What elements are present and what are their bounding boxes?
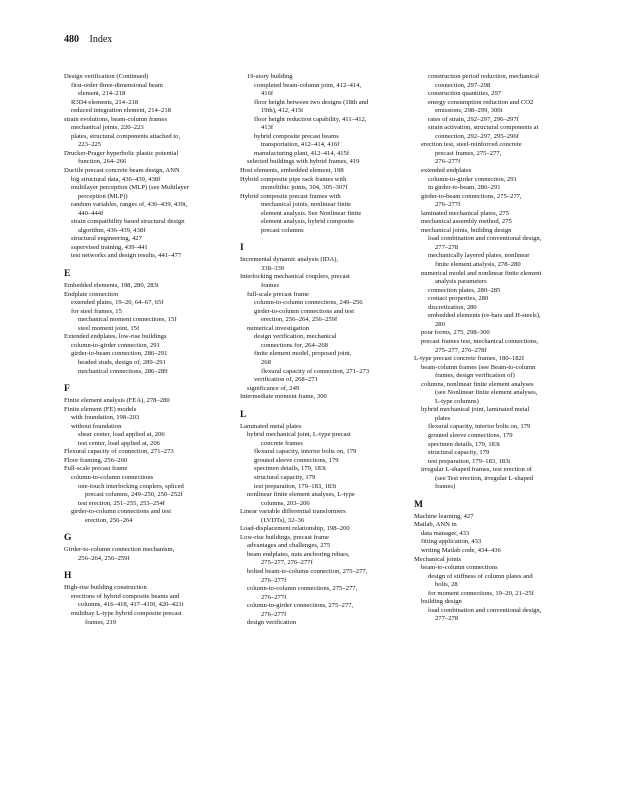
- index-entry: Ductile precast concrete beam design, ANN: [64, 167, 180, 175]
- index-entry: erection test, steel-reinforced concrete: [421, 141, 522, 149]
- index-entry: strain compatibility based structural design: [71, 218, 185, 226]
- page-title: Index: [89, 34, 113, 45]
- index-entry: Flexural capacity of connection, 271–273: [64, 448, 174, 456]
- index-entry: Hybrid composite pipe rack frames with: [240, 175, 347, 183]
- index-entry: column-to-column connections, 249–256: [254, 299, 363, 307]
- index-entry: nonlinear finite element analyses, L-type: [247, 491, 355, 499]
- index-entry: load combination and conventional design,: [428, 606, 542, 614]
- index-entry: extended plates, 19–20, 64–67, 65f: [71, 299, 164, 307]
- index-entry: data manager, 433: [421, 529, 470, 537]
- index-entry: High-rise building construction: [64, 584, 147, 592]
- index-entry: Endplate connection: [64, 290, 119, 298]
- index-entry: beam endplates, nuts anchoring rebars,: [247, 550, 350, 558]
- index-entry: 280: [435, 320, 445, 328]
- index-entry: precast columns, 249–250, 250–252f: [85, 491, 183, 499]
- page-header: [64, 34, 112, 45]
- index-entry: big structural data, 436–439, 438f: [71, 175, 161, 183]
- index-entry: mechanically layered plates, nonlinear: [428, 252, 530, 260]
- index-entry: floor height between two designs (18th and: [254, 98, 369, 106]
- index-entry: 277–278: [435, 615, 459, 623]
- index-entry: erections of hybrid composite beams and: [71, 592, 180, 600]
- index-entry: without foundation: [71, 422, 122, 430]
- index-entry: Load-displacement relationship, 198–200: [240, 525, 350, 533]
- index-entry: specimen details, 179, 183t: [254, 465, 326, 473]
- index-entry: completed beam-column joint, 412–414,: [254, 81, 362, 89]
- index-entry: grouted sleeve connections, 179: [428, 431, 513, 439]
- index-entry: test erection, 251–255, 253–254f: [78, 499, 165, 507]
- index-entry: embedded elements (re-bars and H-steels),: [428, 312, 541, 320]
- index-entry: numerical model and nonlinear finite element: [421, 269, 542, 277]
- index-entry: steel moment joint, 15f: [78, 324, 140, 332]
- index-entry: Finite element analysis (FEA), 278–280: [64, 397, 170, 405]
- section-letter: L: [240, 409, 247, 420]
- section-letter: F: [64, 384, 70, 395]
- index-entry: emissions, 298–299, 300t: [435, 107, 503, 115]
- index-entry: fitting application, 433: [421, 538, 482, 546]
- index-entry: column-to-column connections, 275–277,: [247, 585, 358, 593]
- index-entry: design verification, mechanical: [254, 333, 337, 341]
- index-entry: construction period reduction, mechanical: [428, 73, 539, 80]
- index-entry: beam-column frames (see Beam-to-column: [421, 363, 536, 371]
- index-entry: headed studs, design of, 289–291: [78, 358, 166, 366]
- index-entry: frames): [435, 483, 456, 491]
- index-entry: connection plates, 280–285: [428, 286, 501, 294]
- index-entry: finite element analysis, 278–280: [435, 261, 521, 269]
- index-entry: frames, 219: [85, 618, 117, 626]
- index-entry: frames: [261, 282, 279, 290]
- index-entry: Host elements, embedded element, 198: [240, 167, 344, 175]
- index-entry: mechanical joints, nonlinear finite: [261, 201, 352, 209]
- index-entry: structural capacity, 179: [428, 449, 490, 457]
- index-entry: columns, 203–206: [261, 499, 310, 507]
- section-letter: H: [64, 571, 72, 582]
- index-entry: Incremental dynamic analysis (IDA),: [240, 256, 339, 264]
- index-entry: Hybrid composite precast frames with: [240, 192, 341, 200]
- index-entry: for steel frames, 15: [71, 307, 122, 315]
- index-entry: Finite element (FE) models: [64, 405, 137, 413]
- index-entry: precast frames test, mechanical connections,: [421, 337, 539, 345]
- index-entry: numerical investigation: [247, 324, 310, 332]
- index-entry: with foundation, 198–203: [71, 414, 140, 422]
- index-entry: girder-to-column connections and test: [254, 307, 355, 315]
- index-entry: for moment connections, 19–20, 21–25f: [428, 589, 534, 597]
- index-entry: algorithm, 436–439, 438f: [78, 226, 146, 234]
- index-entry: connections for, 264–268: [261, 341, 328, 349]
- index-entry: 19-story building: [247, 73, 293, 80]
- index-entry: (see Nonlinear finite element analyses,: [435, 389, 538, 397]
- index-entry: monolithic joints, 304, 305–307f: [261, 184, 348, 192]
- index-entry: mechanical assembly method, 275: [421, 218, 512, 226]
- index-entry: function, 264–266: [78, 158, 127, 166]
- index-entry: Intermediate moment frame, 300: [240, 393, 327, 401]
- index-entry: girder-to-beam connection, 286–291: [71, 350, 168, 358]
- index-entry: element, 214–218: [78, 90, 126, 98]
- index-entry: 275–277, 276–278f: [435, 346, 487, 354]
- index-entry: structural engineering, 427: [71, 235, 142, 243]
- index-entry: column-to-column connections: [71, 473, 154, 481]
- index-entry: 276–277f: [261, 576, 287, 584]
- index-entry: test preparation, 179–183, 183t: [428, 457, 511, 465]
- index-entry: column-to-girder connection, 291: [428, 175, 517, 183]
- index-entry: contact properties, 280: [428, 295, 489, 303]
- index-entry: bolts, 28: [435, 581, 458, 589]
- index-entry: structural capacity, 179: [254, 473, 316, 481]
- index-entry: element analysis. See Nonlinear finite: [261, 209, 362, 217]
- page-number: 480: [64, 34, 79, 45]
- index-entry: (see Test erection, irregular L-shaped: [435, 474, 534, 482]
- index-entry: pour forms, 275, 298–300: [421, 329, 490, 337]
- index-entry: plates, structural components attached to,: [71, 132, 181, 140]
- index-entry: 275–277, 276–277f: [261, 559, 313, 567]
- index-entry: multibay L-type hybrid composite precast: [71, 609, 182, 617]
- index-entry: Linear variable differential transformers: [240, 508, 346, 516]
- index-entry: design of stiffness of column plates and: [428, 572, 533, 580]
- index-entry: construction quantities, 297: [428, 90, 502, 98]
- index-entry: irregular L-shaped frames, test erection of: [421, 466, 532, 474]
- index-entry: finite element model, proposed joint,: [254, 350, 352, 358]
- section-letter: G: [64, 533, 72, 544]
- index-entry: bolted beam-to-column connection, 275–277,: [247, 567, 368, 575]
- index-entry: floor height reduction capability, 411–412,: [254, 115, 367, 123]
- index-entry: Mechanical joints: [414, 555, 462, 563]
- index-entry: Design verification (Continued): [64, 73, 149, 80]
- index-entry: precast frames, 275–277,: [435, 149, 502, 157]
- index-entry: Interlocking mechanical couplers, precast: [240, 273, 350, 281]
- index-entry: erection, 256–264, 256–259f: [261, 316, 338, 324]
- index-entry: L-type precast concrete frames, 180–182f: [414, 355, 525, 363]
- section-letter: E: [64, 269, 71, 280]
- index-entry: discretization, 280: [428, 303, 477, 311]
- index-entry: Floor framing, 256–260: [64, 456, 128, 464]
- section-letter: M: [414, 499, 423, 510]
- section-letter: I: [240, 243, 244, 254]
- index-entry: 268: [261, 358, 271, 366]
- index-entry: 256–264, 256–259f: [78, 554, 130, 562]
- index-entry: 276–277f: [261, 593, 287, 601]
- index-entry: full-scale precast frame: [247, 290, 309, 298]
- index-entry: erection, 256–264: [85, 516, 133, 524]
- index-entry: transportation, 412–414, 416f: [261, 141, 340, 149]
- index-entry: L-type columns): [435, 397, 479, 405]
- index-entry: reduced integration element, 214–218: [71, 107, 171, 115]
- index-entry: laminated mechanical plates, 275: [421, 209, 509, 217]
- index-entry: girder-to-beam connections, 275–277,: [421, 192, 522, 200]
- index-entry: extended endplates: [421, 167, 472, 175]
- index-entry: building design: [421, 598, 462, 606]
- index-entry: element analysis, hybrid composite: [261, 218, 355, 226]
- index-entry: column-to-girder connection, 291: [71, 341, 160, 349]
- index-entry: verification of, 268–271: [254, 376, 318, 384]
- index-entry: manufacturing plant, 412–414, 415f: [254, 149, 350, 157]
- index-entry: hybrid composite precast beams: [254, 132, 339, 140]
- index-entry: 416f: [261, 90, 274, 98]
- index-entry: 276–277f: [435, 201, 461, 209]
- index-entry: mechanical connections, 286–289: [78, 367, 168, 375]
- index-entry: Machine learning, 427: [414, 512, 474, 520]
- index-entry: columns, 416–418, 417–419f, 420–421t: [78, 601, 184, 609]
- index-entry: multilayer perception (MLP) (see Multilayer: [71, 184, 189, 192]
- index-entry: (LVDTs), 32–36: [261, 516, 305, 524]
- index-entry: advantages and challenges, 275: [247, 542, 331, 550]
- index-entry: Embedded elements, 198, 280, 283t: [64, 282, 159, 290]
- index-entry: concrete frames: [261, 439, 303, 447]
- index-entry: mechanical moment connections, 15f: [78, 316, 177, 324]
- index-entry: test center, load applied at, 206: [78, 439, 160, 447]
- index-entry: Drucker-Prager hyperbolic plastic potential: [64, 149, 179, 157]
- index-entry: connection, 292–297, 295–296f: [435, 132, 519, 140]
- index-entry: precast columns: [261, 226, 304, 234]
- index-entry: 338–339: [261, 264, 285, 272]
- index-entry: load combination and conventional design,: [428, 235, 542, 243]
- index-entry: grouted sleeve connections, 179: [254, 456, 339, 464]
- index-entry: plates: [435, 414, 451, 422]
- index-entry: frames, design verification of): [435, 372, 515, 380]
- index-entry: flexural capacity, interior bolts on, 179: [254, 448, 357, 456]
- index-entry: 276–277f: [435, 158, 461, 166]
- index-column-2: [240, 73, 402, 628]
- index-entry: Low-rise buildings, precast frame: [240, 533, 329, 541]
- index-entry: rates of strain, 292–297, 296–297f: [428, 115, 519, 123]
- index-entry: specimen details, 179, 183t: [428, 440, 500, 448]
- index-entry: columns, nonlinear finite element analyses: [421, 380, 534, 388]
- index-entry: Extended endplates, low-rise buildings: [64, 333, 167, 341]
- index-entry: Girder-to-column connection mechanism,: [64, 546, 175, 554]
- index-entry: 440–444f: [78, 209, 104, 217]
- index-entry: analysis parameters: [435, 278, 487, 286]
- index-entry: hybrid mechanical joint, laminated metal: [421, 406, 530, 414]
- index-entry: R3D4 elements, 214–218: [71, 98, 139, 106]
- index-entry: random variables, ranges of, 436–439, 439t,: [71, 201, 188, 209]
- index-entry: strain evolutions, beam-column frames: [64, 115, 167, 123]
- index-entry: 223–225: [78, 141, 102, 149]
- index-entry: mechanical joints, 220–223: [71, 124, 144, 132]
- index-entry: girder-to-column connections and test: [71, 508, 172, 516]
- index-entry: 413f: [261, 124, 274, 132]
- index-column-1: [64, 73, 228, 627]
- index-entry: Matlab, ANN in: [414, 521, 457, 529]
- index-entry: hybrid mechanical joint, L-type precast: [247, 431, 351, 439]
- index-entry: Laminated metal plates: [240, 422, 302, 430]
- index-entry: writing Matlab code, 434–436: [421, 546, 501, 554]
- index-entry: Full-scale precast frame: [64, 465, 128, 473]
- index-entry: significance of, 249: [247, 384, 300, 392]
- index-entry: connection, 297–298: [435, 81, 491, 89]
- index-entry: energy consumption reduction and CO2: [428, 98, 534, 106]
- index-entry: in girder-to-beam, 286–291: [428, 184, 501, 192]
- index-entry: mechanical joints, building design: [421, 226, 512, 234]
- index-entry: test preparation, 179–183, 183t: [254, 482, 337, 490]
- index-entry: first-order three-dimensional beam: [71, 81, 163, 89]
- index-entry: 276–277f: [261, 610, 287, 618]
- index-entry: strain activation, structural components at: [428, 124, 539, 132]
- index-entry: selected buildings with hybrid frames, 419: [247, 158, 360, 166]
- index-entry: flexural capacity, interior bolts on, 179: [428, 423, 531, 431]
- index-entry: beam-to-column connections: [421, 564, 498, 572]
- index-entry: perception (MLP)): [78, 192, 128, 200]
- index-entry: supervised training, 439–441: [71, 243, 148, 251]
- index-entry: design verification: [247, 619, 297, 627]
- index-entry: 19th), 412, 415t: [261, 107, 304, 115]
- index-entry: column-to-girder connections, 275–277,: [247, 602, 354, 610]
- index-column-3: [414, 73, 579, 624]
- index-entry: 277–278: [435, 243, 459, 251]
- index-entry: test networks and design results, 441–477: [71, 252, 182, 260]
- index-entry: shear center, load applied at, 206: [78, 431, 165, 439]
- index-entry: flexural capacity of connection, 271–273: [261, 367, 370, 375]
- index-entry: one-touch interlocking couplers, spliced: [78, 482, 184, 490]
